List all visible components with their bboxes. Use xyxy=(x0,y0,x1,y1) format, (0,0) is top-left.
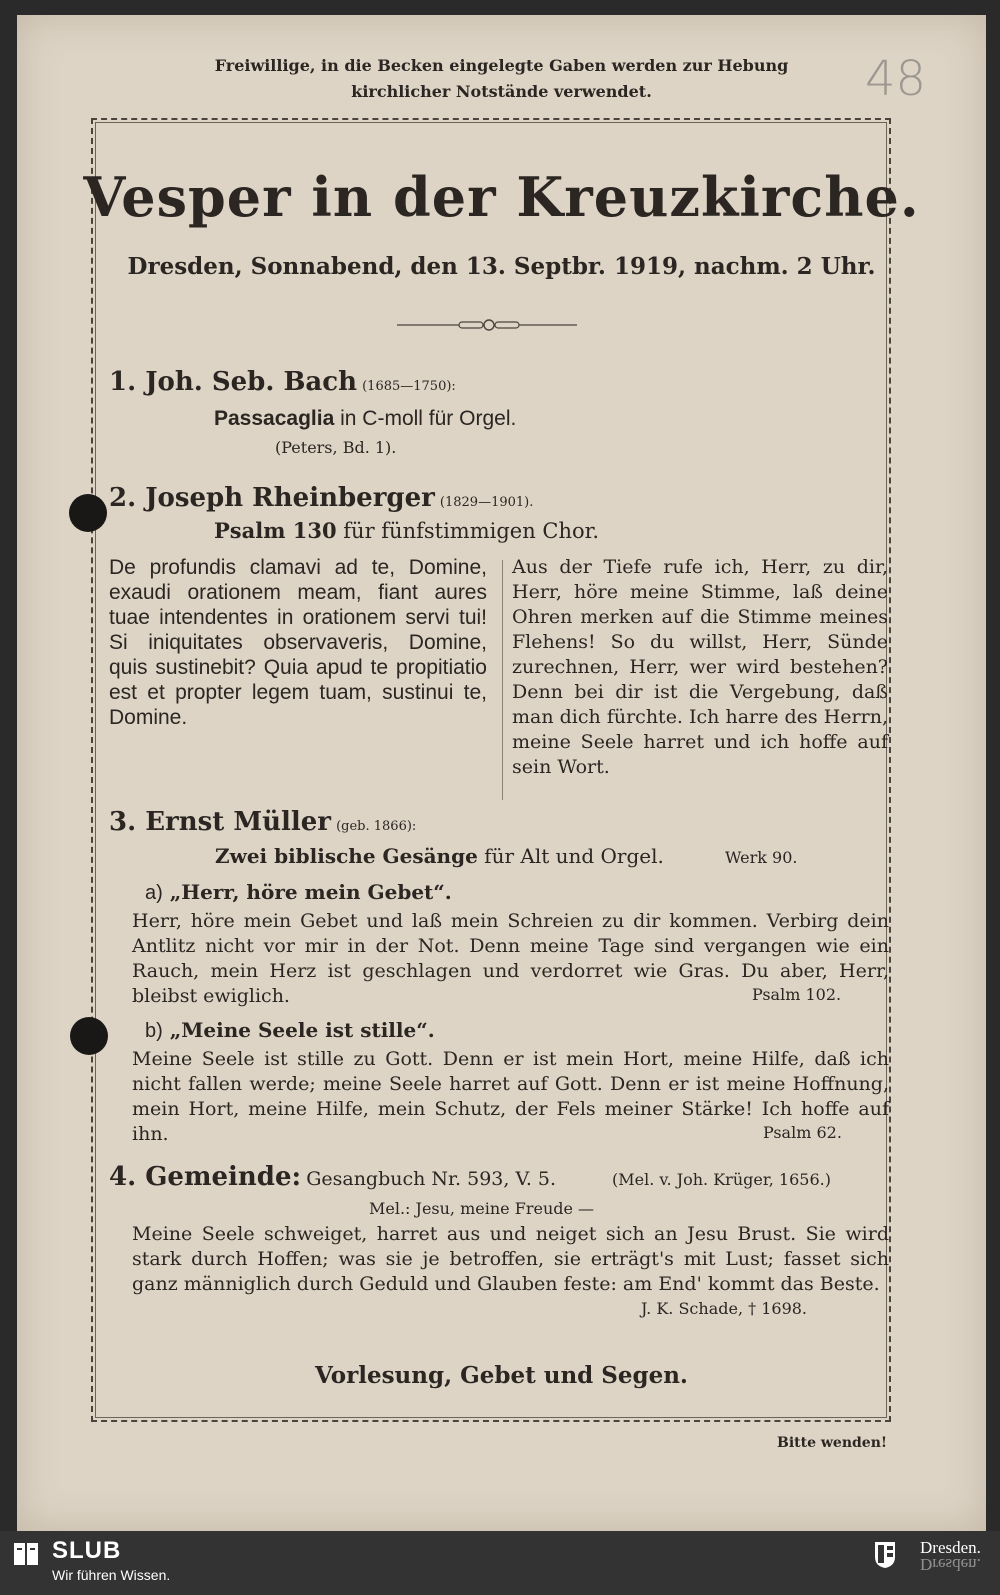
hymn-author: J. K. Schade, † 1698. xyxy=(641,1299,808,1318)
work-description: für Alt und Orgel. xyxy=(484,844,664,868)
dresden-crest-icon xyxy=(874,1541,896,1569)
song-b-heading xyxy=(145,1018,435,1043)
city-logo xyxy=(920,1539,981,1573)
composer-dates: (geb. 1866): xyxy=(336,819,417,834)
column-divider xyxy=(502,560,503,800)
song-a-label: a) xyxy=(145,882,163,904)
punch-hole xyxy=(69,494,107,532)
work-description: für fünfstimmigen Chor. xyxy=(343,519,600,543)
song-a-text: Herr, höre mein Gebet und laß mein Schreien zu dir kommen. Verbirg dein Antlitz nicht vor mir in der Not. Denn meine Tage sind vergangen wie ein Rauch, mein Herz ist geschlagen und verdorret wie Gras. Du aber, Herr, bleibst ewiglich. xyxy=(132,910,889,1007)
song-b-title: „Meine Seele ist stille“. xyxy=(169,1018,435,1042)
song-a-psalm: Psalm 102. xyxy=(752,985,842,1004)
program-sheet xyxy=(17,15,986,1531)
work-title: Passacaglia xyxy=(214,407,335,430)
song-b-text: Meine Seele ist stille zu Gott. Denn er ist mein Hort, meine Hilfe, daß ich nicht fallen werde; meine Seele harret auf Gott. Denn er ist meine Hoffnung, mein Hort, meine Hilfe, mein Schutz, der Fels meiner Stärke! Ich hoffe auf ihn. xyxy=(132,1048,889,1145)
work-title: Zwei biblische Gesänge xyxy=(215,844,478,868)
song-b-psalm: Psalm 62. xyxy=(763,1123,842,1142)
donation-note-line-2: kirchlicher Notstände verwendet. xyxy=(351,82,652,101)
opus-number: Werk 90. xyxy=(725,848,798,867)
city-name-mirrored: Dresden. xyxy=(920,1555,981,1574)
hymn-text: Meine Seele schweiget, harret aus und neiget sich an Jesu Brust. Sie wird stark durch Hoffen; was sie je betroffen, sie erträgt's mit Lust; fasset sich ganz männiglich durch Geduld und Glauben feste: am End' kommt das Beste. xyxy=(132,1223,889,1295)
work-title: Psalm 130 xyxy=(214,518,337,543)
work-psalm-130 xyxy=(214,518,599,543)
work-passacaglia xyxy=(214,407,516,431)
please-turn-note: Bitte wenden! xyxy=(777,1435,888,1451)
song-b-label: b) xyxy=(145,1020,163,1042)
song-a-heading xyxy=(145,880,452,905)
melody-credit: (Mel. v. Joh. Krüger, 1656.) xyxy=(612,1170,831,1189)
hymnal-reference: Gesangbuch Nr. 593, V. 5. xyxy=(306,1168,557,1190)
donation-note xyxy=(17,53,986,105)
donation-note-line-1: Freiwillige, in die Becken eingelegte Gaben werden zur Hebung xyxy=(214,56,789,75)
program-item-4-heading xyxy=(109,1162,556,1192)
page-title: Vesper in der Kreuzkirche. xyxy=(83,165,920,229)
work-zwei-gesaenge xyxy=(215,844,664,868)
german-text: Aus der Tiefe rufe ich, Herr, zu dir, Herr, höre meine Stimme, laß deine Ohren merken auf die Stimme meines Flehens! So du willst, Herr, Sünde zurechnen, Herr, wer wird bestehen? Denn bei dir ist die Vergebung, daß man dich fürchte. Ich harre des Herrn, meine Seele harret und ich hoffe auf sein Wort. xyxy=(512,556,888,778)
closing-line: Vorlesung, Gebet und Segen. xyxy=(315,1362,688,1389)
footer-bar xyxy=(0,1531,1000,1595)
composer-bach: 1. Joh. Seb. Bach xyxy=(109,367,358,397)
composer-mueller: 3. Ernst Müller xyxy=(109,807,331,837)
composer-dates: (1685—1750): xyxy=(362,379,456,394)
city-name: Dresden. xyxy=(920,1538,981,1557)
program-item-1-heading xyxy=(109,367,456,397)
melody-name: Mel.: Jesu, meine Freude — xyxy=(369,1199,595,1218)
library-tagline: Wir führen Wissen. xyxy=(52,1567,171,1583)
edition-note: (Peters, Bd. 1). xyxy=(275,438,397,457)
latin-text: De profundis clamavi ad te, Domine, exaudi orationem meam, fiant aures tuae intendentes in orationem servi tui! Si iniquitates observaveris, Domine, quis sustinebit? Quia apud te propitiatio est et propter legem tuam, sustinui te, Domine. xyxy=(109,556,487,729)
congregation-label: 4. Gemeinde: xyxy=(109,1162,302,1192)
punch-hole xyxy=(70,1017,108,1055)
slub-book-icon xyxy=(12,1540,40,1568)
composer-rheinberger: 2. Joseph Rheinberger xyxy=(109,483,435,513)
song-a-title: „Herr, höre mein Gebet“. xyxy=(169,880,452,904)
divider-ornament xyxy=(397,318,577,332)
library-name: SLUB xyxy=(52,1537,122,1564)
composer-dates: (1829—1901). xyxy=(439,495,534,510)
work-description: in C-moll für Orgel. xyxy=(340,407,517,430)
program-item-2-heading xyxy=(109,483,533,513)
pencil-page-number: 48 xyxy=(865,51,927,107)
program-item-3-heading xyxy=(109,807,416,837)
event-date-line: Dresden, Sonnabend, den 13. Septbr. 1919, nachm. 2 Uhr. xyxy=(127,253,876,280)
